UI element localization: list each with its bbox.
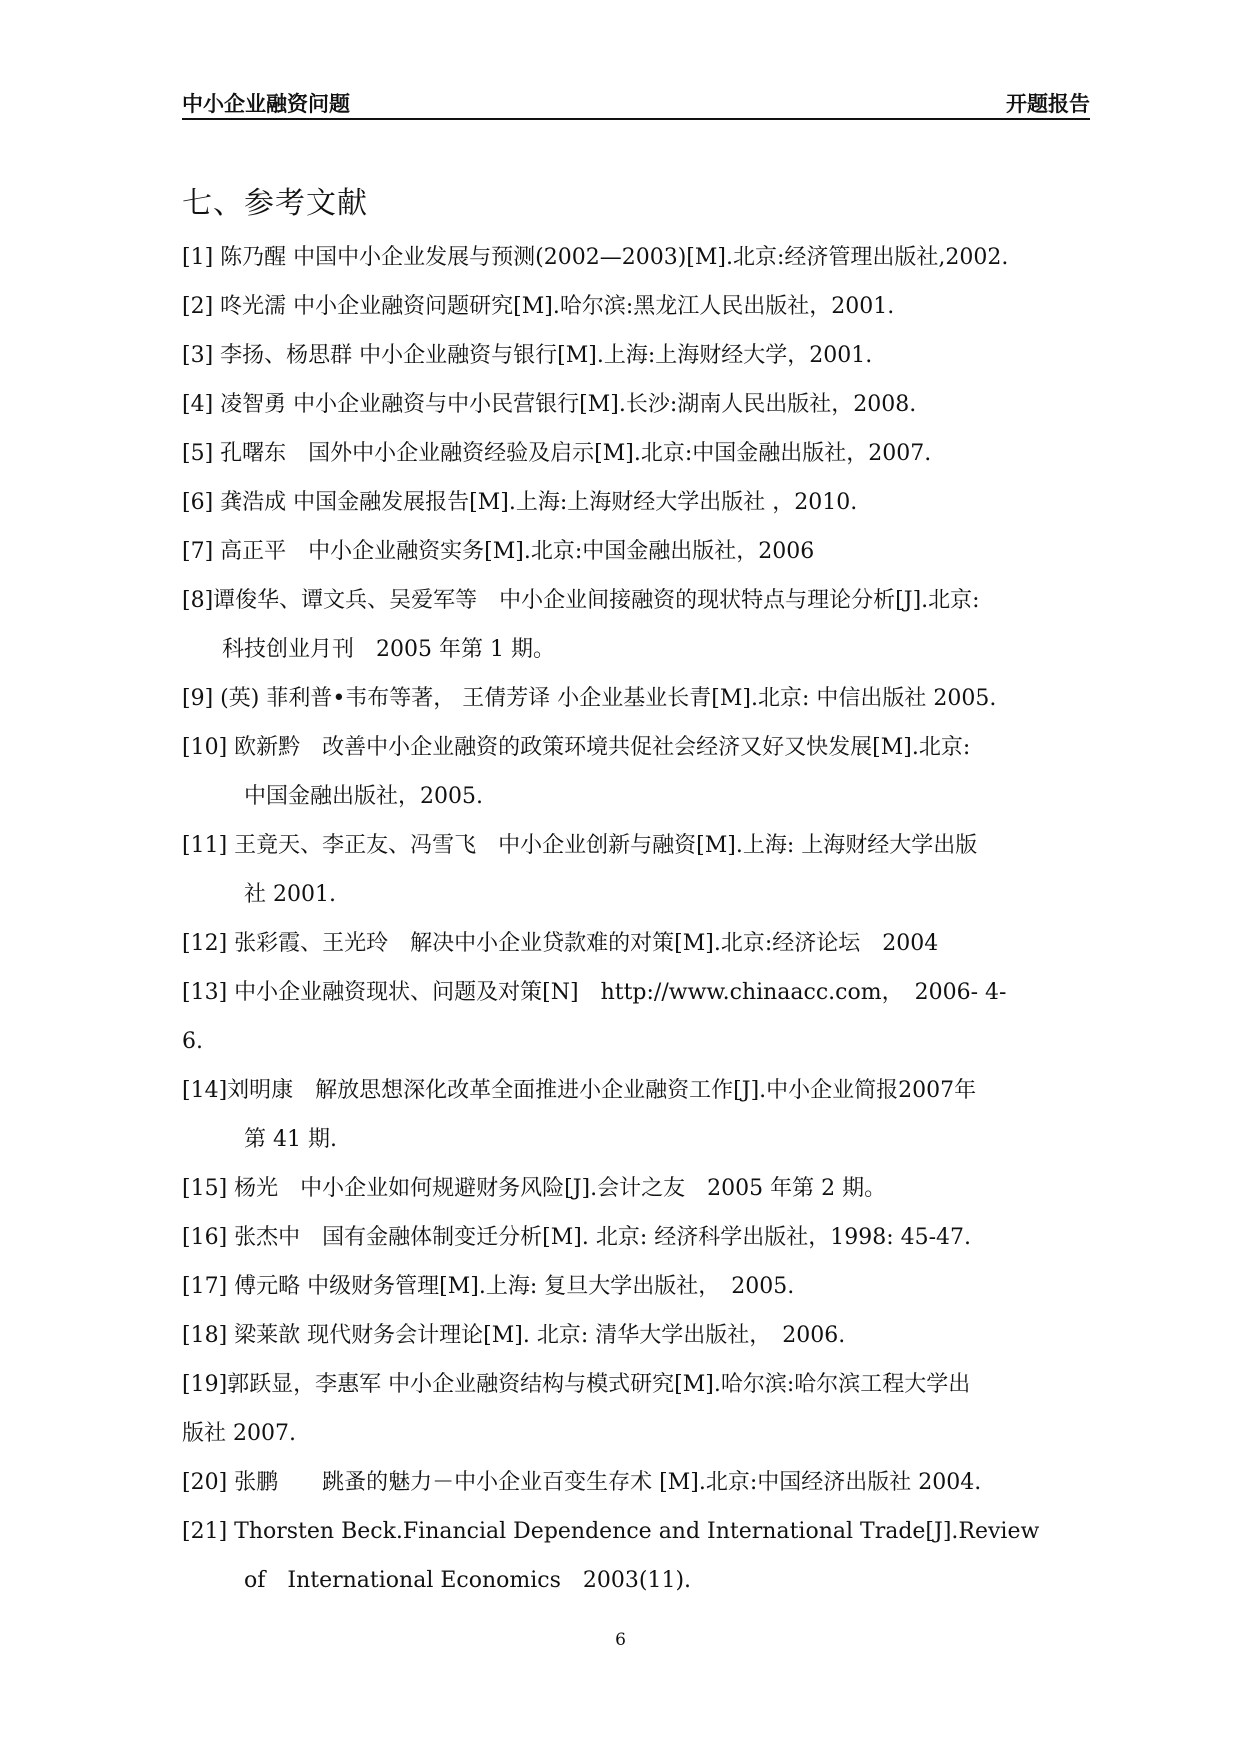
reference-text: [8]谭俊华、谭文兵、吴爱军等 中小企业间接融资的现状特点与理论分析[J].北京: xyxy=(182,588,980,613)
reference-text: [7] 高正平 中小企业融资实务[M].北京:中国金融出版社，2006 xyxy=(182,539,815,564)
reference-text-continued: 版社 2007. xyxy=(182,1421,296,1446)
reference-text: [20] 张鹏 跳蚤的魅力－中小企业百变生存术 [M].北京:中国经济出版社 2004. xyxy=(182,1470,982,1495)
reference-text: [3] 李扬、杨思群 中小企业融资与银行[M].上海:上海财经大学，2001. xyxy=(182,343,873,368)
header-section: 开题报告 xyxy=(1006,92,1090,116)
reference-item-3 xyxy=(182,331,1112,380)
reference-item-18 xyxy=(182,1311,1112,1360)
reference-item-14 xyxy=(182,1066,1112,1164)
reference-item-5 xyxy=(182,429,1112,478)
reference-text-continued: 科技创业月刊 2005 年第 1 期。 xyxy=(222,637,555,662)
reference-item-7 xyxy=(182,527,1112,576)
reference-item-19 xyxy=(182,1360,1112,1458)
reference-text: [5] 孔曙东 国外中小企业融资经验及启示[M].北京:中国金融出版社，2007. xyxy=(182,441,932,466)
reference-text: [14]刘明康 解放思想深化改革全面推进小企业融资工作[J].中小企业简报2007年 xyxy=(182,1078,977,1103)
reference-item-12 xyxy=(182,919,1112,968)
reference-text: [10] 欧新黔 改善中小企业融资的政策环境共促社会经济又好又快发展[M].北京: xyxy=(182,735,971,760)
reference-text: [16] 张杰中 国有金融体制变迁分析[M]. 北京: 经济科学出版社，1998: 45-47. xyxy=(182,1225,972,1250)
page-header xyxy=(182,88,1090,118)
reference-text-continued: 6. xyxy=(182,1029,203,1054)
reference-item-2 xyxy=(182,282,1112,331)
reference-item-20 xyxy=(182,1458,1112,1507)
reference-item-9 xyxy=(182,674,1112,723)
reference-item-21 xyxy=(182,1507,1112,1605)
reference-text: [9] (英) 菲利普•韦布等著， 王倩芳译 小企业基业长青[M].北京: 中信出版社 2005. xyxy=(182,686,997,711)
reference-text: [15] 杨光 中小企业如何规避财务风险[J].会计之友 2005 年第 2 期。 xyxy=(182,1176,887,1201)
section-title: 七、参考文献 xyxy=(182,186,368,221)
reference-item-13 xyxy=(182,968,1112,1066)
reference-list xyxy=(182,233,1112,1605)
header-divider xyxy=(182,118,1090,120)
header-title: 中小企业融资问题 xyxy=(182,92,350,116)
reference-text: [17] 傅元略 中级财务管理[M].上海: 复旦大学出版社， 2005. xyxy=(182,1274,795,1299)
reference-item-1 xyxy=(182,233,1112,282)
reference-text: [6] 龚浩成 中国金融发展报告[M].上海:上海财经大学出版社 ，2010. xyxy=(182,490,858,515)
reference-text: [1] 陈乃醒 中国中小企业发展与预测(2002—2003)[M].北京:经济管理出版社,2002. xyxy=(182,245,1009,270)
reference-item-11 xyxy=(182,821,1112,919)
reference-item-6 xyxy=(182,478,1112,527)
reference-text: [21] Thorsten Beck.Financial Dependence and International Trade[J].Review xyxy=(182,1519,1040,1544)
reference-text-continued: of International Economics 2003(11). xyxy=(244,1568,692,1593)
reference-text: [13] 中小企业融资现状、问题及对策[N] http://www.chinaacc.com， 2006- 4- xyxy=(182,980,1007,1005)
reference-text-continued: 第 41 期. xyxy=(244,1127,337,1152)
reference-text: [2] 咚光濡 中小企业融资问题研究[M].哈尔滨:黑龙江人民出版社，2001. xyxy=(182,294,895,319)
reference-item-10 xyxy=(182,723,1112,821)
reference-item-4 xyxy=(182,380,1112,429)
reference-text-continued: 社 2001. xyxy=(244,882,336,907)
reference-text: [12] 张彩霞、王光玲 解决中小企业贷款难的对策[M].北京:经济论坛 2004 xyxy=(182,931,939,956)
reference-text: [4] 凌智勇 中小企业融资与中小民营银行[M].长沙:湖南人民出版社，2008. xyxy=(182,392,917,417)
reference-item-17 xyxy=(182,1262,1112,1311)
reference-item-15 xyxy=(182,1164,1112,1213)
reference-item-16 xyxy=(182,1213,1112,1262)
reference-item-8 xyxy=(182,576,1112,674)
page-number: 6 xyxy=(615,1630,626,1650)
reference-text: [19]郭跃显，李惠军 中小企业融资结构与模式研究[M].哈尔滨:哈尔滨工程大学出 xyxy=(182,1372,971,1397)
reference-text: [18] 梁莱歆 现代财务会计理论[M]. 北京: 清华大学出版社， 2006. xyxy=(182,1323,846,1348)
reference-text-continued: 中国金融出版社，2005. xyxy=(244,784,483,809)
reference-text: [11] 王竟天、李正友、冯雪飞 中小企业创新与融资[M].上海: 上海财经大学出版 xyxy=(182,833,978,858)
